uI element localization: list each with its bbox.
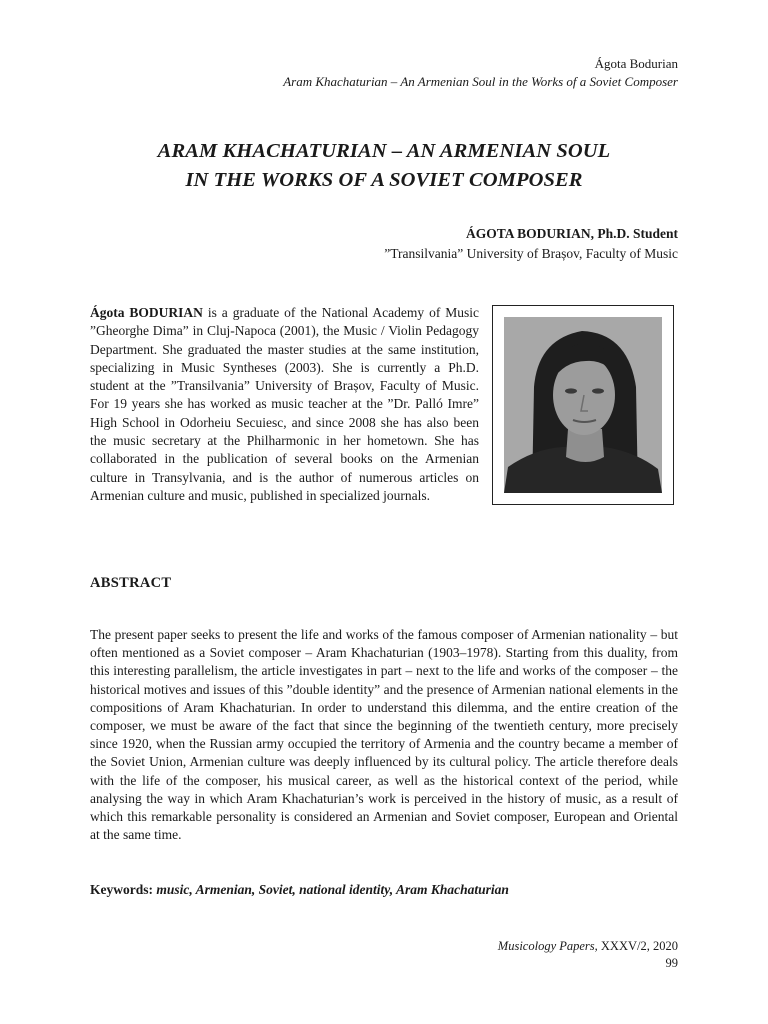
running-head-author: Ágota Bodurian	[594, 56, 678, 71]
abstract-heading: ABSTRACT	[90, 575, 172, 591]
footer-issue: XXXV/2, 2020	[600, 939, 678, 953]
page-number: 99	[665, 956, 678, 970]
author-photo	[504, 317, 662, 493]
page-footer	[498, 938, 678, 972]
footer-journal: Musicology Papers,	[497, 939, 598, 953]
author-bio	[90, 304, 479, 505]
paper-title	[90, 137, 678, 195]
keywords	[90, 881, 678, 899]
running-head-title: Aram Khachaturian – An Armenian Soul in the Works of a Soviet Composer	[283, 74, 678, 89]
keywords-label: Keywords:	[90, 882, 153, 897]
portrait-image	[504, 317, 662, 493]
author-affiliation: ”Transilvania” University of Brașov, Faculty of Music	[384, 246, 678, 261]
paper-title-line-2: IN THE WORKS OF A SOVIET COMPOSER	[185, 169, 583, 191]
paper-title-line-1: ARAM KHACHATURIAN – AN ARMENIAN SOUL	[157, 140, 611, 162]
abstract-body: The present paper seeks to present the life and works of the famous composer of Armenian nationality – but often mentioned as a Soviet composer – Aram Khachaturian (1903–1978). Starting from this duality, from this interesting parallelism, the article investigates in part – next to the life and works of the composer – the historical motives and issues of this ”double identity” and the presence of Armenian national elements in the compositions of Aram Khachaturian. In order to understand this dilemma, and the entire creation of the composer, we must be aware of the fact that since the beginning of the twentieth century, more precisely since 1920, when the Russian army occupied the territory of Armenia and the country became a member of the Soviet Union, Armenian culture was deeply influenced by its cultural policy. The article therefore deals with the life of the composer, his musical career, as well as the historical context of the period, while analysing the way in which Aram Khachaturian’s work is perceived in the history of music, as a result of which this remarkable personality is considered an Armenian and Soviet composer, European and Oriental at the same time.	[90, 627, 678, 843]
running-head	[283, 55, 678, 91]
author-name: ÁGOTA BODURIAN, Ph.D. Student	[465, 226, 678, 241]
author-photo-frame	[492, 305, 674, 505]
keywords-values: music, Armenian, Soviet, national identity, Aram Khachaturian	[156, 882, 509, 897]
bio-author-name: Ágota BODURIAN	[90, 305, 203, 320]
bio-text: is a graduate of the National Academy of Music ”Gheorghe Dima” in Cluj-Napoca (2001), the Music / Violin Pedagogy Department. She graduated the master studies at the same institution, specializing in Music Syntheses (2003). She is currently a Ph.D. student at the ”Transilvania” University of Brașov, Faculty of Music. For 19 years she has worked as music teacher at the ”Dr. Palló Imre” High School in Odorheiu Secuiesc, and since 2008 she has also been the music secretary at the Philharmonic in her hometown. She has collaborated in the publication of several books on the Armenian culture in Transylvania, and is the author of numerous articles on Armenian culture and music, published in specialized journals.	[90, 305, 480, 503]
author-block	[384, 224, 678, 264]
